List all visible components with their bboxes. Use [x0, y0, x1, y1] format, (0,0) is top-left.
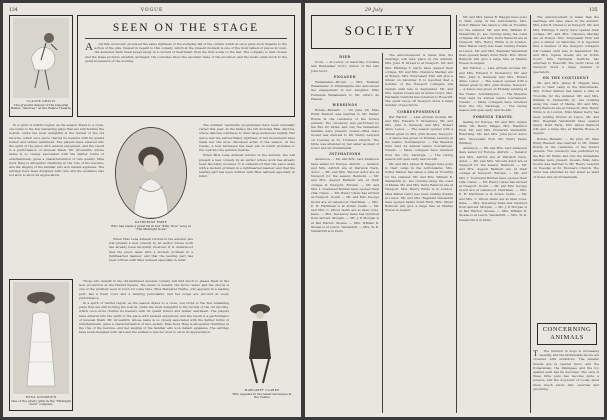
section-text: Scott. — At Lenox, on Saturday, Cordelia Van Rensselaer Scott, widow of the late John Scott. [311, 60, 379, 73]
section-text: Mr. and Mrs. James B. Haggin have gone to their camp in the Adirondacks. Mrs. Potter Palmer has taken a villa at Trouville for the summer. Mr. and Mrs. William K. Vanderbilt, Jr., are cruising along the coast of Maine. Mr. and Mrs. Perry Belmont are at Newport. Mrs. Henry White is in London. Miss Mabel Gerry has been visiting friends at Lenox. Mr. and Mrs. Reginald Vanderbilt have opened Sandy Point Farm. Mrs. Oliver Belmont will give a large fête at Marble House in August. [385, 162, 453, 213]
section-text: The announcement is made that the marriage will take place in the autumn. Mrs. John R. Drexel is at Newport. Mr. and Mrs. Elbridge T. Gerry have opened their cottage. Mr. and Mrs. Clarence Mackay are at Roslyn. Mrs. Stuyvesant Fish will give a dinner on Saturday. It is reported that a number of the Newport cottagers will remain until late in September. Mr. and Mrs. Ogden Goelet are at Ochre Court. Mrs. Hermann Oelrichs has returned to Rosecliff. The yacht races off Newport drew a large number of spectators. [533, 15, 599, 74]
article-text: When Miss Lena Ashwell returns in the autumn, she will present a new comedy by an author whose work has already been favorably received. It is understood that the piece deals with a modern problem in a lighthearted manner, and that the leading part has been written with Miss Ashwell especially in mind. [199, 153, 295, 179]
section-text: The interest in dogs is increasing steadily, and the fashionable shows are crowded with exhibitors. The smaller breeds are in special favor, and the Pomeranian, the Pekingese and the toy spaniel each has its devotees. The care of these little pets has become quite a science, and the dog-lover of to-day must know much about diet, exercise and grooming. [533, 349, 599, 391]
section-text: Wanamaker—Brown. — Mrs. Rodman Wanamaker of Philadelphia has announced the engagement of her daughter, Miss Fernanda Wanamaker, to Mr. Arturo de Heeren. [311, 80, 379, 101]
section-heading: FOREIGN TRAVEL [473, 114, 513, 119]
section-heading: WEDDINGS [332, 103, 358, 108]
page-title: SEEN ON THE STAGE [112, 22, 260, 34]
costume-photo [237, 299, 283, 387]
article-text: All this, moreover, produced the same lightness of the swinging fall of the curtain which at once gives such impetus to the action of the play. Viewed in regard to this comedy, which at the present moment is one of the most talked-of pieces in town, the audience finds itself swept along in a current of merriment from the first scene to the last. The company is well chosen and the stage pictures carefully arranged; the costumes show the excellent taste of the producer, and the music adds much to the general pleasure of the evening. [85, 42, 287, 63]
section-heading: DIED [339, 55, 351, 59]
section-text: Bar Harbor. — Late arrivals include Mr. and Mrs. Edward T. Stotesbury, Mr. and Mrs. John S. Kennedy and Mrs. Robert Abbe. Lenox. — The season opened with a dinner given by Mrs. John Sloane. Newport. — A dance was given on Monday evening at the Casino. Southampton. — The Meadow Club held its annual tennis tournament. Tuxedo. — Many cottagers have returned from the city. Saratoga. — The racing season will open early next month. [385, 114, 453, 161]
gown-photo [13, 282, 69, 394]
divider [85, 38, 287, 39]
photo-caption [231, 389, 293, 400]
section-heading: ENGAGED [334, 74, 356, 79]
drop-cap: T [533, 349, 538, 358]
right-page [305, 3, 604, 417]
section-text: Mr. and Mrs. James B. Haggin have gone to their camp in the Adirondacks. Mrs. Potter Palmer has taken a villa at Trouville for the summer. Mr. and Mrs. William K. Vanderbilt, Jr., are cruising along the coast of Maine. Mr. and Mrs. Perry Belmont are at Newport. Mrs. Henry White is in London. Miss Mabel Gerry has been visiting friends at Lenox. Mr. and Mrs. Reginald Vanderbilt have opened Sandy Point Farm. Mrs. Oliver Belmont will give a large fête at Marble House in August. [459, 15, 527, 66]
left-page [3, 3, 301, 417]
caption-text: Who appears in the latest burlesque at the Casino [232, 391, 292, 400]
photo-caption [11, 100, 71, 111]
photo-caption [11, 396, 71, 407]
caption-name: EDNA GOODRICH [25, 395, 57, 399]
running-head: VOGUE [140, 8, 164, 13]
article-text: When Miss Lena Ashwell returns in the autumn, she will present a new comedy by an author whose work has already been favorably received. It is understood that the piece deals with a modern problem in a lighthearted manner, and that the leading part has been written with Miss Ashwell especially in mind. [109, 237, 193, 263]
caption-text: One of the pretty girls in the "Midnight Sons" company [11, 398, 71, 407]
caption-name: MARGARET CLARKE [244, 388, 280, 392]
article-column-2 [109, 237, 193, 273]
section-heading: INTIMATIONS [329, 152, 361, 157]
article-column-1 [9, 123, 104, 273]
drop-cap: A [85, 42, 93, 53]
article-column-3 [199, 123, 295, 273]
society-column-3 [459, 15, 527, 413]
dancer-photo [13, 18, 69, 98]
page-number: 134 [9, 8, 18, 13]
caption-text: Who has made a great hit in her "Kitty Dow" song in "The Midnight Sons" [111, 223, 191, 232]
photo-caption [109, 221, 193, 232]
column-divider [382, 53, 383, 413]
page-number: 135 [589, 8, 598, 13]
section-text: Sailing for Europe: Mr. and Mrs. Ogden Mills, Mr. Henry Phipps, Mrs. Hamilton Fish, Mr. and Mrs. Frederick Vanderbilt. Returning: Mr. and Mrs. John Jacob Astor, Mrs. Stuyvesant Fish, Mr. Harry Payne Whitney. [459, 119, 527, 145]
caption-name: CLAUDE GRAVIS [26, 99, 56, 103]
society-column-2 [385, 53, 453, 413]
article-text: Those who delight in the old-fashioned musical comedy will find much to please them in the new production at the Herald Square. The music is tuneful, the lyrics clever, and the chorus is one of the prettiest seen in town for some time. Miss Margaret Clarke, who appears in a leading part, has a fresh voice and a winning personality, and her songs are encored at every performance. [79, 279, 229, 300]
section-text: Rohde—Bennett. — On June 28, Miss Emily Bennett was married to Mr. Walter Rohde at the residence of the bride's parents. The ceremony was performed by the Rev. Dr. Parks, and only the immediate families were present. Goelet—Miss Alice Goelet was married to Mr. Henry Ledyard on Tuesday at St. Thomas's Church. The bride was attended by her sister as maid of honor and six bridesmaids. [311, 108, 379, 151]
section-text: Anderson. — Mr. and Mrs. Larz Anderson have sailed for Europe. Aldrich. — Senator and Mrs. Aldrich are at Warwick Neck. Astor. — Mr. and Mrs. Vincent Astor are at Newport for the season. Belmont. — Mr. and Mrs. August Belmont are at their cottage at Newport. Burden. — Mr. and Mrs. I. Townsend Burden have opened their villa. Clews. — Mr. Henry Clews has arrived at Newport. Gould. — Mr. and Mrs. George Gould are at Lakewood. Harriman. — Mrs. E. H. Harriman is at Arden. Iselin. — Mr. and Mrs. C. Oliver Iselin are at Glen Cove. Kane. — Mrs. DeLancey Kane has returned from abroad. Morgan. — Mr. J. P. Morgan is at Bar Harbor. Sloane. — Mrs. William D. Sloane is at Lenox. Vanderbilt. — Mrs. W. K. Vanderbilt is in Paris. [459, 146, 527, 222]
article-intro [85, 42, 287, 114]
running-head: 29 July [365, 8, 383, 13]
column-divider [456, 15, 457, 413]
portrait-photo [115, 127, 187, 219]
society-column-4 [533, 15, 599, 319]
animals-text [533, 349, 599, 413]
section-text: Mr. and Mrs. James B. Haggin have gone to their camp in the Adirondacks. Mrs. Potter Palmer has taken a villa at Trouville for the summer. Mr. and Mrs. William K. Vanderbilt, Jr., are cruising along the coast of Maine. Mr. and Mrs. Perry Belmont are at Newport. Mrs. Henry White is in London. Miss Mabel Gerry has been visiting friends at Lenox. Mr. and Mrs. Reginald Vanderbilt have opened Sandy Point Farm. Mrs. Oliver Belmont will give a large fête at Marble House in August. [533, 81, 599, 136]
section-heading: ON THE CONTINENT [542, 75, 590, 80]
article-text: The summer vaudeville programmes have been unusually varied this year. At the Palace the bill includes Mlle. Pavlova, whose dancing continues to draw large audiences nightly. Her grace and the extraordinary lightness of her movements have made her the most discussed artist of the season. At the Casino, a new burlesque has been put on which promises to run well into the autumn months. [199, 123, 295, 153]
article-column-4 [79, 279, 229, 411]
section-text: The announcement is made that the marriage will take place in the autumn. Mrs. John R. Drexel is at Newport. Mr. and Mrs. Elbridge T. Gerry have opened their cottage. Mr. and Mrs. Clarence Mackay are at Roslyn. Mrs. Stuyvesant Fish will give a dinner on Saturday. It is reported that a number of the Newport cottagers will remain until late in September. Mr. and Mrs. Ogden Goelet are at Ochre Court. Mrs. Hermann Oelrichs has returned to Rosecliff. The yacht races off Newport drew a large number of spectators. [385, 53, 453, 108]
page-title: SOCIETY [344, 23, 418, 38]
section-text: Rohde—Bennett. — On June 28, Miss Emily Bennett was married to Mr. Walter Rohde at the residence of the bride's parents. The ceremony was performed by the Rev. Dr. Parks, and only the immediate families were present. Goelet—Miss Alice Goelet was married to Mr. Henry Ledyard on Tuesday at St. Thomas's Church. The bride was attended by her sister as maid of honor and six bridesmaids. [533, 136, 599, 179]
section-text: Anderson. — Mr. and Mrs. Larz Anderson have sailed for Europe. Aldrich. — Senator and Mrs. Aldrich are at Warwick Neck. Astor. — Mr. and Mrs. Vincent Astor are at Newport for the season. Belmont. — Mr. and Mrs. August Belmont are at their cottage at Newport. Burden. — Mr. and Mrs. I. Townsend Burden have opened their villa. Clews. — Mr. Henry Clews has arrived at Newport. Gould. — Mr. and Mrs. George Gould are at Lakewood. Harriman. — Mrs. E. H. Harriman is at Arden. Iselin. — Mr. and Mrs. C. Oliver Iselin are at Glen Cove. Kane. — Mrs. DeLancey Kane has returned from abroad. Morgan. — Mr. J. P. Morgan is at Bar Harbor. Sloane. — Mrs. William D. Sloane is at Lenox. Vanderbilt. — Mrs. W. K. Vanderbilt is in Paris. [311, 157, 379, 233]
section-text: Bar Harbor. — Late arrivals include Mr. and Mrs. Edward T. Stotesbury, Mr. and Mrs. John S. Kennedy and Mrs. Robert Abbe. Lenox. — The season opened with a dinner given by Mrs. John Sloane. Newport. — A dance was given on Monday evening at the Casino. Southampton. — The Meadow Club held its annual tennis tournament. Tuxedo. — Many cottagers have returned from the city. Saratoga. — The racing season will open early next month. [459, 66, 527, 113]
article-text: In a spirit of wistful regret, as the season draws to a close, one turns to the few remaining plays that are still holding the boards. Quite the most delightful is the revival of the old favorite, which once more charms its hearers with its quaint humor and tender sentiment. The players have entered into the spirit of the piece with evident enjoyment, and the result is a performance of unusual finish. Mr. Grossmith, whose name is so closely associated with the lighter forms of entertainment, gives a characterization of rare quality. Miss Dora Haig is altogether charming in the rôle of the heroine, and her singing of the familiar airs won instant applause. The settings have been designed with care and the audience was not slow to show its appreciation. [9, 123, 104, 178]
section-heading: CORRESPONDENCE [397, 109, 441, 114]
caption-name: KATHERINE EMBE [135, 220, 167, 224]
column-divider [530, 15, 531, 413]
article-text: In a spirit of wistful regret, as the season draws to a close, one turns to the few remaining plays that are still holding the boards. Quite the most delightful is the revival of the old favorite, which once more charms its hearers with its quaint humor and tender sentiment. The players have entered into the spirit of the piece with evident enjoyment, and the result is a performance of unusual finish. Mr. Grossmith, whose name is so closely associated with the lighter forms of entertainment, gives a characterization of rare quality. Miss Dora Haig is altogether charming in the rôle of the heroine, and her singing of the familiar airs won instant applause. The settings have been designed with care and the audience was not slow to show its appreciation. [79, 301, 229, 335]
society-column-1 [311, 53, 379, 413]
caption-text: The graceful dancer of the Imperial Ballet, "Pavlova," at the Palace Theatre [11, 102, 71, 111]
animals-title: CONCERNING ANIMALS [542, 326, 592, 341]
